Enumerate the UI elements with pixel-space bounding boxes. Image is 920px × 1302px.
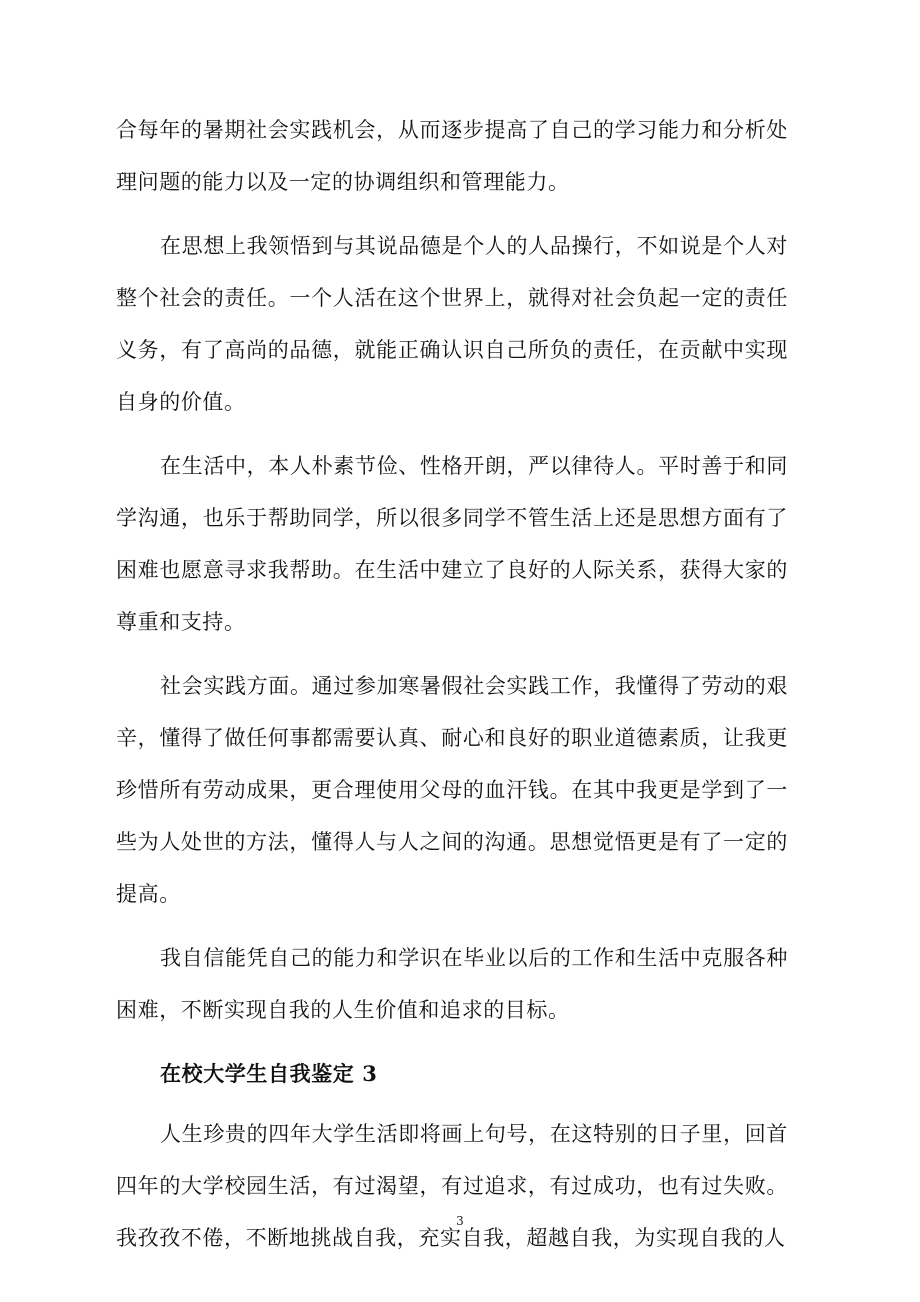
paragraph-social-practice: 社会实践方面。通过参加寒暑假社会实践工作，我懂得了劳动的艰辛，懂得了做任何事都需要认真、耐心和良好的职业道德素质，让我更珍惜所有劳动成果，更合理使用父母的血汗钱。在其中我更是学到了一些为人处世的方法，懂得人与人之间的沟通。思想觉悟更是有了一定的提高。 — [116, 674, 788, 906]
paragraph-thought: 在思想上我领悟到与其说品德是个人的人品操行，不如说是个人对整个社会的责任。一个人活在这个世界上，就得对社会负起一定的责任义务，有了高尚的品德，就能正确认识自己所负的责任，在贡献中实现自身的价值。 — [116, 234, 788, 414]
page-number: 3 — [456, 1214, 464, 1228]
paragraph-university-life: 人生珍贵的四年大学生活即将画上句号，在这特别的日子里，回首四年的大学校园生活，有过渴望，有过追求，有过成功，也有过失败。我孜孜不倦，不断地挑战自我，充实自我，超越自我，为实现自我的人 — [116, 1122, 788, 1250]
section-heading: 在校大学生自我鉴定 3 — [160, 1061, 378, 1086]
paragraph-confidence: 我自信能凭自己的能力和学识在毕业以后的工作和生活中克服各种困难，不断实现自我的人生价值和追求的目标。 — [116, 946, 788, 1022]
document-body — [116, 104, 788, 1276]
paragraph-continuation: 合每年的暑期社会实践机会，从而逐步提高了自己的学习能力和分析处理问题的能力以及一定的协调组织和管理能力。 — [116, 118, 788, 194]
paragraph-life: 在生活中，本人朴素节俭、性格开朗，严以律待人。平时善于和同学沟通，也乐于帮助同学，所以很多同学不管生活上还是思想方面有了困难也愿意寻求我帮助。在生活中建立了良好的人际关系，获得大家的尊重和支持。 — [116, 454, 788, 634]
